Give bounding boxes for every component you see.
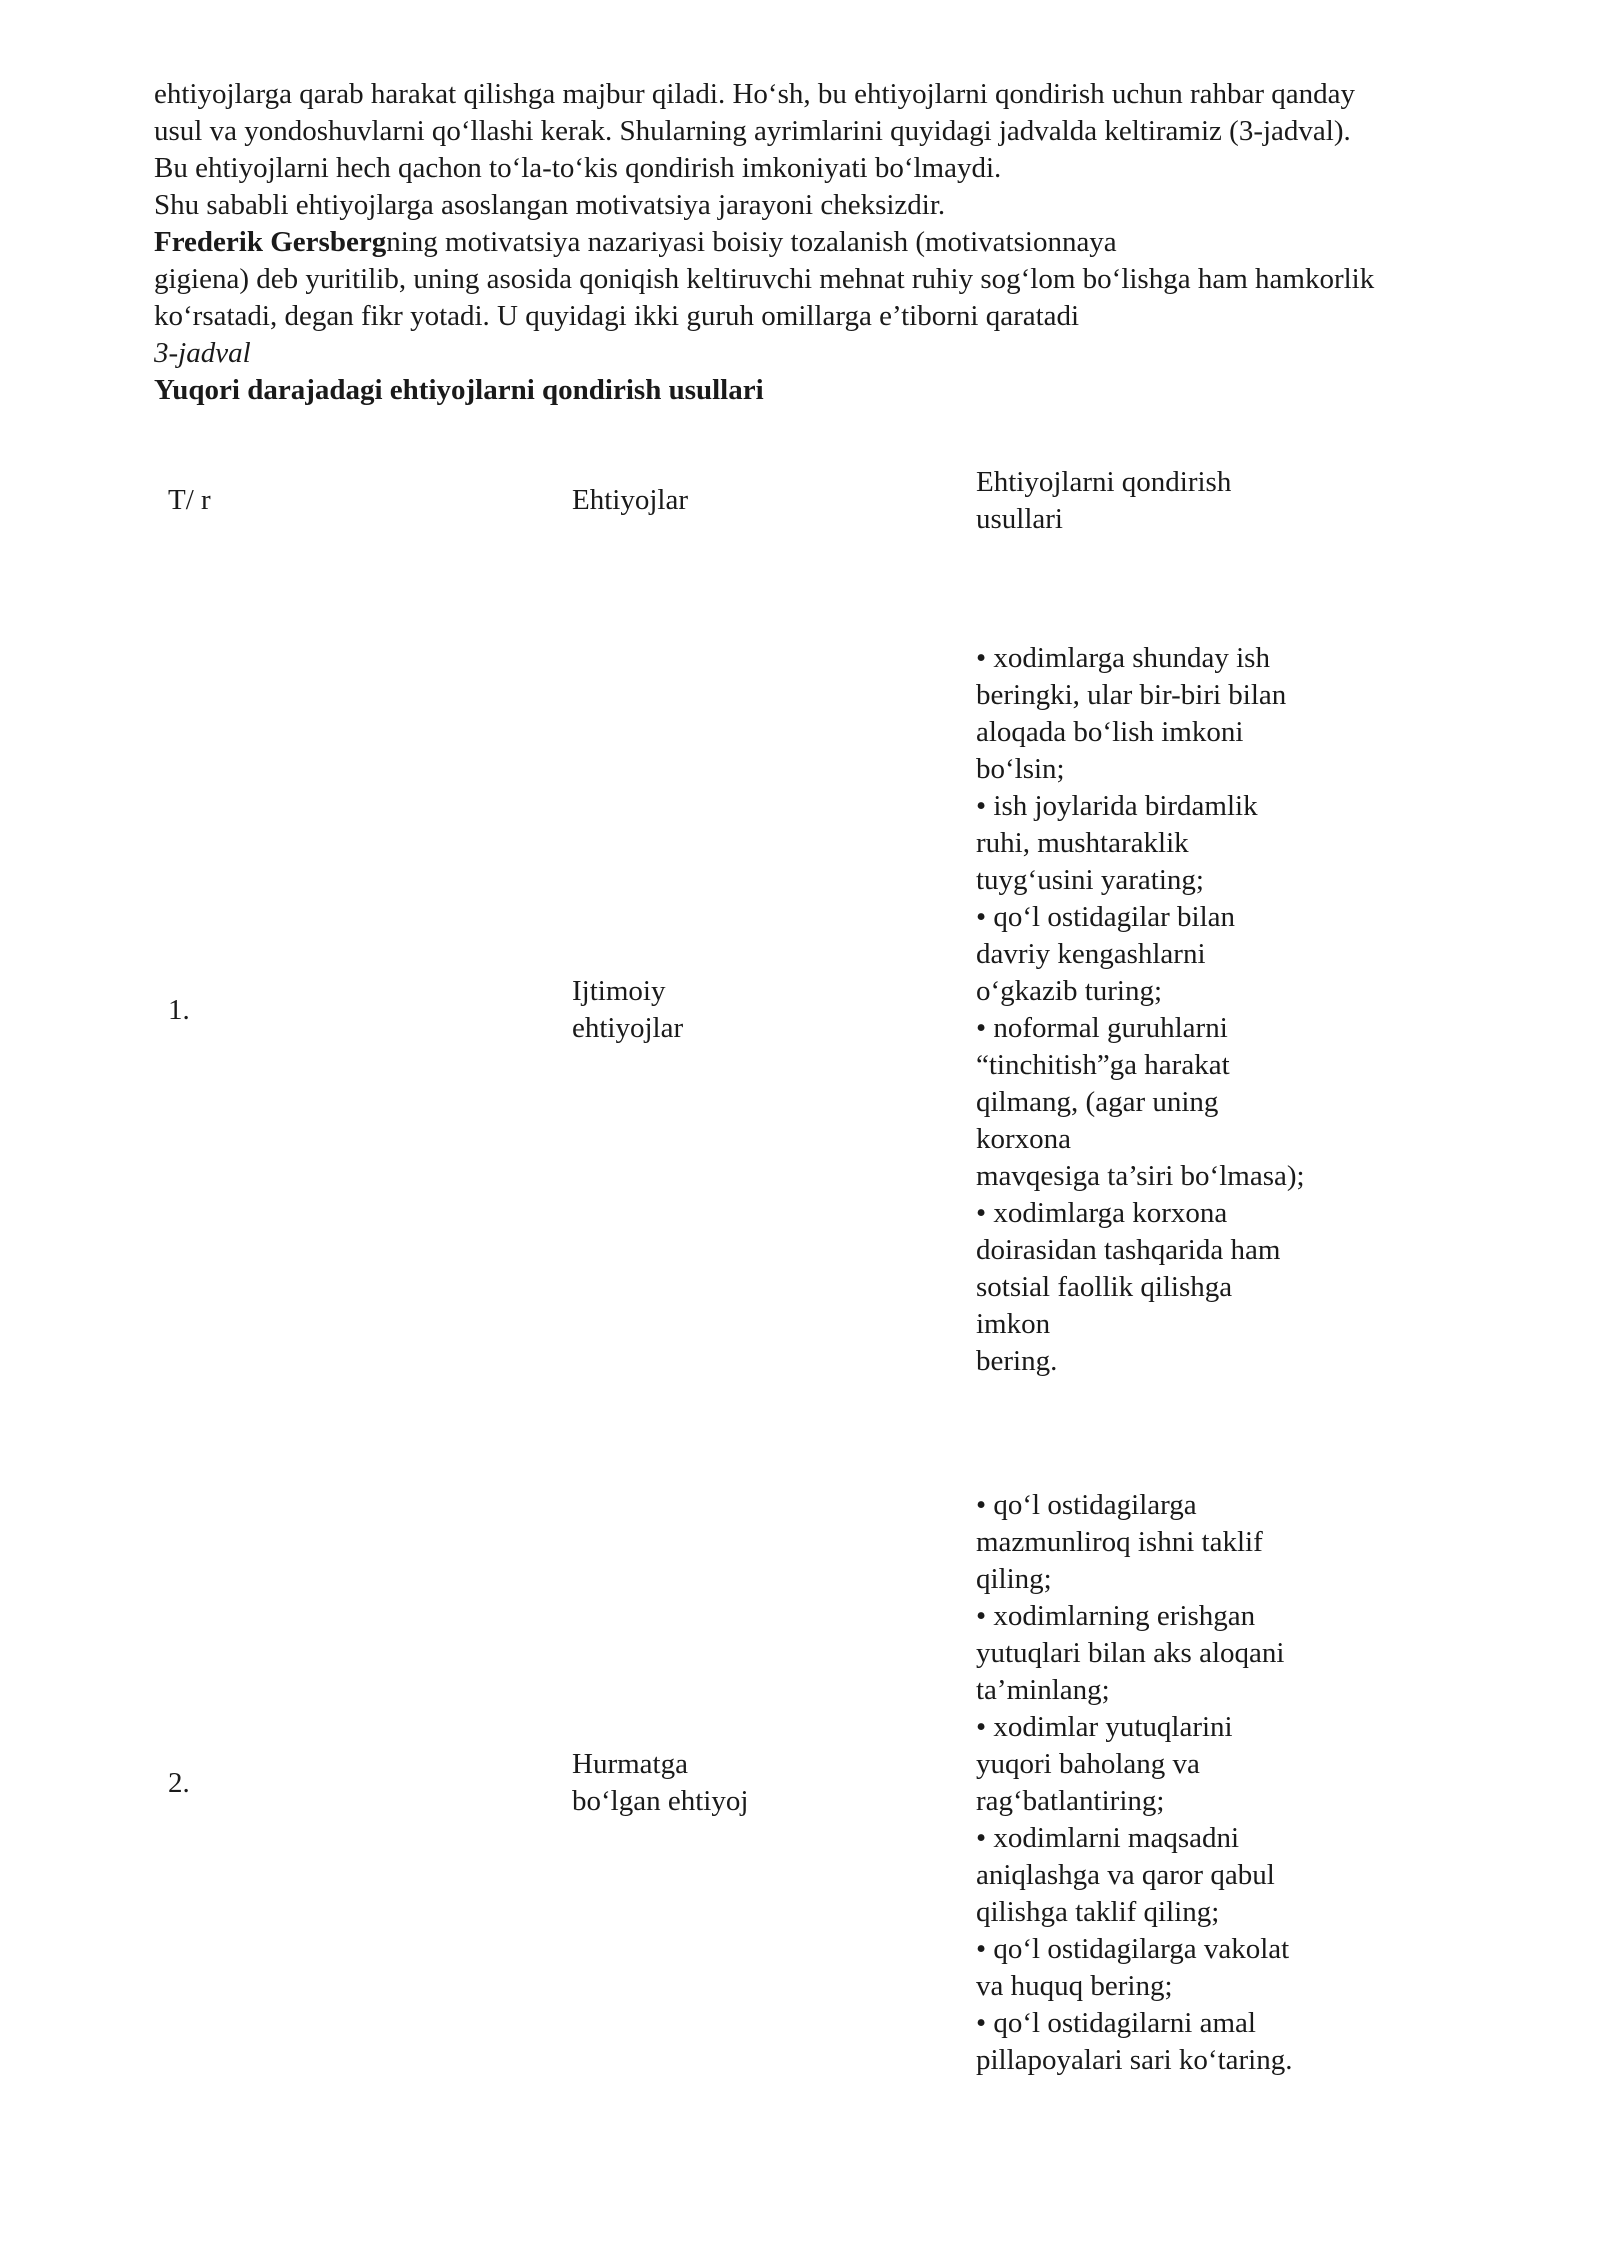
row-number: 1.: [168, 994, 190, 1026]
method-line: va huquq bering;: [976, 1970, 1173, 2002]
method-line: rag‘batlantiring;: [976, 1785, 1165, 1817]
row-need: [572, 973, 683, 1047]
method-line: korxona: [976, 1123, 1072, 1155]
method-line: sotsial faollik qilishga: [976, 1271, 1233, 1303]
paragraph-line: Shu sababli ehtiyojlarga asoslangan motivatsiya jarayoni cheksizdir.: [154, 189, 946, 221]
method-line: • xodimlarga korxona: [976, 1197, 1228, 1229]
method-line: • qo‘l ostidagilarni amal: [976, 2007, 1256, 2039]
method-line: • xodimlarning erishgan: [976, 1600, 1256, 1632]
method-line: aloqada bo‘lish imkoni: [976, 716, 1244, 748]
method-line: doirasidan tashqarida ham: [976, 1234, 1281, 1266]
method-line: o‘gkazib turing;: [976, 975, 1163, 1007]
method-line: aniqlashga va qaror qabul: [976, 1859, 1275, 1891]
method-line: • qo‘l ostidagilarga vakolat: [976, 1933, 1290, 1965]
method-line: • ish joylarida birdamlik: [976, 790, 1258, 822]
method-line: ta’minlang;: [976, 1674, 1110, 1706]
method-line: yuqori baholang va: [976, 1748, 1200, 1780]
method-line: qilishga taklif qiling;: [976, 1896, 1220, 1928]
paragraph-line: ehtiyojlarga qarab harakat qilishga majbur qiladi. Ho‘sh, bu ehtiyojlarni qondirish uchun rahbar qanday: [154, 78, 1356, 110]
method-line: qilmang, (agar uning: [976, 1086, 1219, 1118]
header-methods-line: usullari: [976, 503, 1063, 535]
row-number: 2.: [168, 1767, 190, 1799]
row-need-line: ehtiyojlar: [572, 1012, 684, 1044]
row-methods: [976, 640, 1305, 1380]
method-line: yutuqlari bilan aks aloqani: [976, 1637, 1285, 1669]
method-line: beringki, ular bir-biri bilan: [976, 679, 1287, 711]
document-page: [154, 76, 1524, 2076]
method-line: mazmunliroq ishni taklif: [976, 1526, 1263, 1558]
method-line: bo‘lsin;: [976, 753, 1065, 785]
method-line: • xodimlarga shunday ish: [976, 642, 1270, 674]
method-line: “tinchitish”ga harakat: [976, 1049, 1230, 1081]
method-line: mavqesiga ta’siri bo‘lmasa);: [976, 1160, 1305, 1192]
method-line: tuyg‘usini yarating;: [976, 864, 1204, 896]
method-line: davriy kengashlarni: [976, 938, 1206, 970]
paragraph-line: Bu ehtiyojlarni hech qachon to‘la-to‘kis qondirish imkoniyati bo‘lmaydi.: [154, 152, 1002, 184]
method-line: • xodimlar yutuqlarini: [976, 1711, 1233, 1743]
header-number: T/ r: [168, 484, 211, 516]
row-need-line: bo‘lgan ehtiyoj: [572, 1785, 749, 1817]
method-line: • xodimlarni maqsadni: [976, 1822, 1240, 1854]
method-line: • noformal guruhlarni: [976, 1012, 1228, 1044]
paragraph-line: gigiena) deb yuritilib, uning asosida qoniqish keltiruvchi mehnat ruhiy sog‘lom bo‘lishga ham hamkorlik: [154, 263, 1375, 295]
table-label: 3-jadval: [154, 337, 251, 369]
row-need-line: Ijtimoiy: [572, 975, 666, 1007]
method-line: • qo‘l ostidagilar bilan: [976, 901, 1236, 933]
method-line: bering.: [976, 1345, 1058, 1377]
header-methods: [976, 464, 1231, 538]
method-line: ruhi, mushtaraklik: [976, 827, 1189, 859]
row-need: [572, 1746, 748, 1820]
method-line: • qo‘l ostidagilarga: [976, 1489, 1197, 1521]
header-needs: Ehtiyojlar: [572, 484, 688, 516]
paragraph-line: usul va yondoshuvlarni qo‘llashi kerak. Shularning ayrimlarini quyidagi jadvalda keltiramiz (3-jadval).: [154, 115, 1351, 147]
gersberg-line: [154, 224, 1524, 261]
paragraph-line: ko‘rsatadi, degan fikr yotadi. U quyidagi ikki guruh omillarga e’tiborni qaratadi: [154, 300, 1080, 332]
row-methods: [976, 1487, 1292, 2079]
row-need-line: Hurmatga: [572, 1748, 688, 1780]
gersberg-text: ning motivatsiya nazariyasi boisiy tozalanish (motivatsionnaya: [386, 226, 1117, 258]
header-methods-line: Ehtiyojlarni qondirish: [976, 466, 1232, 498]
table-title: Yuqori darajadagi ehtiyojlarni qondirish usullari: [154, 374, 764, 406]
method-line: qiling;: [976, 1563, 1052, 1595]
method-line: imkon: [976, 1308, 1051, 1340]
method-line: pillapoyalari sari ko‘taring.: [976, 2044, 1293, 2076]
intro-paragraph: [154, 76, 1524, 335]
author-name: Frederik Gersberg: [154, 226, 387, 258]
